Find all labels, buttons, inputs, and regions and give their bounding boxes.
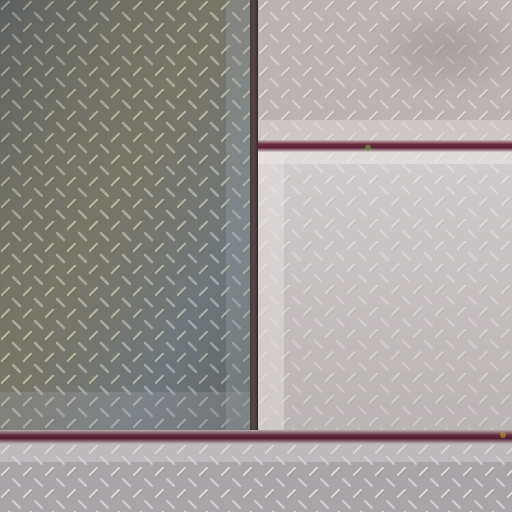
light-steel-plate-middle [258, 152, 512, 430]
moss-speck [360, 140, 376, 156]
lower-horizontal-seam [0, 430, 512, 444]
dark-plate-tread-pattern [0, 0, 250, 432]
middle-plate-tread-pattern [258, 152, 512, 430]
rust-speck [496, 428, 510, 442]
light-steel-plate-bottom [0, 444, 512, 512]
light-steel-plate-upper [258, 0, 512, 140]
bottom-plate-tread-pattern [0, 444, 512, 512]
upper-plate-tread-pattern [258, 0, 512, 140]
upper-horizontal-seam [258, 140, 512, 152]
dark-steel-plate [0, 0, 250, 432]
vertical-seam [250, 0, 258, 440]
